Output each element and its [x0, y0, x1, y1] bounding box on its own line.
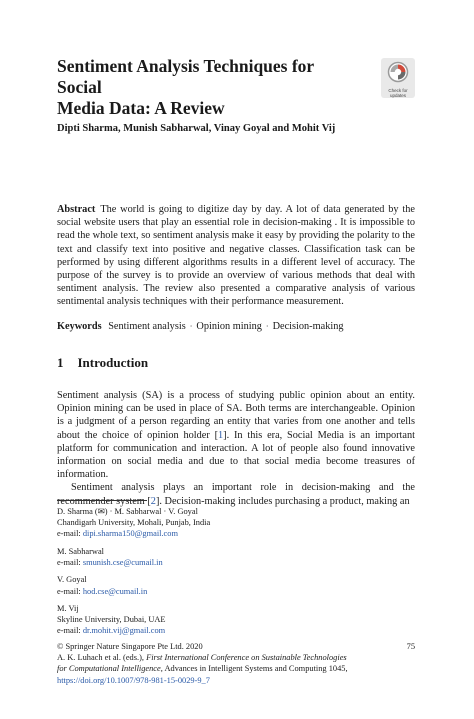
author-affiliations — [57, 506, 415, 643]
affiliation-block — [57, 603, 415, 637]
affiliation-block — [57, 574, 415, 596]
keywords-label: Keywords — [57, 321, 102, 332]
email-label: e-mail: — [57, 558, 81, 567]
abstract-text: The world is going to digitize day by day. A lot of data generated by the social website users that play an essential role in decision-making . It is impossible to read the whole text, so sentiment analysis make it easy by providing the polarity to the text and classify text into positive and negative classes. Classification task can be performed by using different algorithms results in a different level of accuracy. The purpose of the survey is to provide an overview of various methods that deal with sentiment analysis. The review also presented a comparative analysis of various sentimental analysis techniques with their performance measurement. — [57, 204, 415, 308]
email-link[interactable]: smunish.cse@cumail.in — [82, 558, 163, 567]
abstract — [57, 203, 415, 309]
check-for-updates-icon — [387, 61, 409, 88]
keywords — [57, 320, 415, 333]
check-for-updates-label: Check for updates — [388, 88, 408, 98]
paper-title — [57, 56, 357, 119]
email-link[interactable]: dipi.sharma150@gmail.com — [82, 529, 178, 539]
affiliation-names: D. Sharma (✉) · M. Sabharwal · V. Goyal — [57, 507, 198, 516]
citation-link[interactable]: 1 — [218, 429, 224, 441]
citation-link[interactable]: 2 — [150, 495, 156, 507]
copyright-line: © Springer Nature Singapore Pte Ltd. 2020 — [57, 642, 203, 651]
section-title: Introduction — [77, 355, 149, 370]
author-list: Dipti Sharma, Munish Sabharwal, Vinay Goyal and Mohit Vij — [57, 123, 336, 134]
email-label: e-mail: — [57, 626, 81, 636]
publication-footer — [57, 641, 415, 686]
affiliation-names: M. Sabharwal — [57, 546, 104, 556]
email-label: e-mail: — [57, 529, 81, 539]
affiliation-names: M. Vij — [57, 603, 79, 613]
citation-line: A. K. Luhach et al. (eds.), First International Conference on Sustainable Technologies — [57, 653, 347, 663]
email-link[interactable]: dr.mohit.vij@gmail.com — [82, 626, 166, 636]
citation-line: for Computational Intelligence, Advances in Intelligent Systems and Computing 1045, — [57, 664, 348, 674]
section-number: 1 — [57, 355, 64, 370]
title-line-2: Media Data: A Review — [57, 98, 225, 118]
email-link[interactable]: hod.cse@cumail.in — [82, 586, 148, 596]
footnote-divider — [57, 500, 147, 501]
affiliation-block — [57, 546, 415, 568]
keyword-item: Sentiment analysis — [108, 321, 186, 332]
email-label: e-mail: — [57, 586, 81, 596]
page-number: 75 — [406, 642, 415, 651]
keyword-separator: · — [265, 322, 269, 331]
affiliation-names: V. Goyal — [57, 575, 87, 585]
keyword-item: Opinion mining — [196, 321, 262, 332]
introduction-body — [57, 389, 415, 508]
keyword-item: Decision-making — [272, 321, 344, 332]
paragraph: Sentiment analysis (SA) is a process of studying public opinion about an entity. Opinion mining can be used in place of SA. Both terms are interchangeable. Opinion is a judgment of a person regarding an entity that varies from one another and tells about the choice of opinion holder [1]. In this era, Social Media is an important platform for communication and interaction. A lot of people also found innovative information on social media and due to that social media become treasures of information. — [57, 390, 415, 481]
doi-link[interactable]: https://doi.org/10.1007/978-981-15-0029-9_7 — [57, 675, 210, 685]
section-heading — [57, 355, 148, 371]
title-line-1: Sentiment Analysis Techniques for Social — [57, 56, 314, 97]
paragraph: Sentiment analysis plays an important role in decision-making and the recommender system [2]. Decision-making includes purchasing a product, making an — [57, 482, 415, 507]
affiliation-place: Chandigarh University, Mohali, Punjab, India — [57, 518, 211, 528]
affiliation-place: Skyline University, Dubai, UAE — [57, 615, 166, 625]
keyword-separator: · — [189, 322, 193, 331]
abstract-label: Abstract — [57, 204, 96, 215]
check-for-updates-badge[interactable] — [381, 58, 415, 98]
affiliation-block — [57, 506, 415, 540]
